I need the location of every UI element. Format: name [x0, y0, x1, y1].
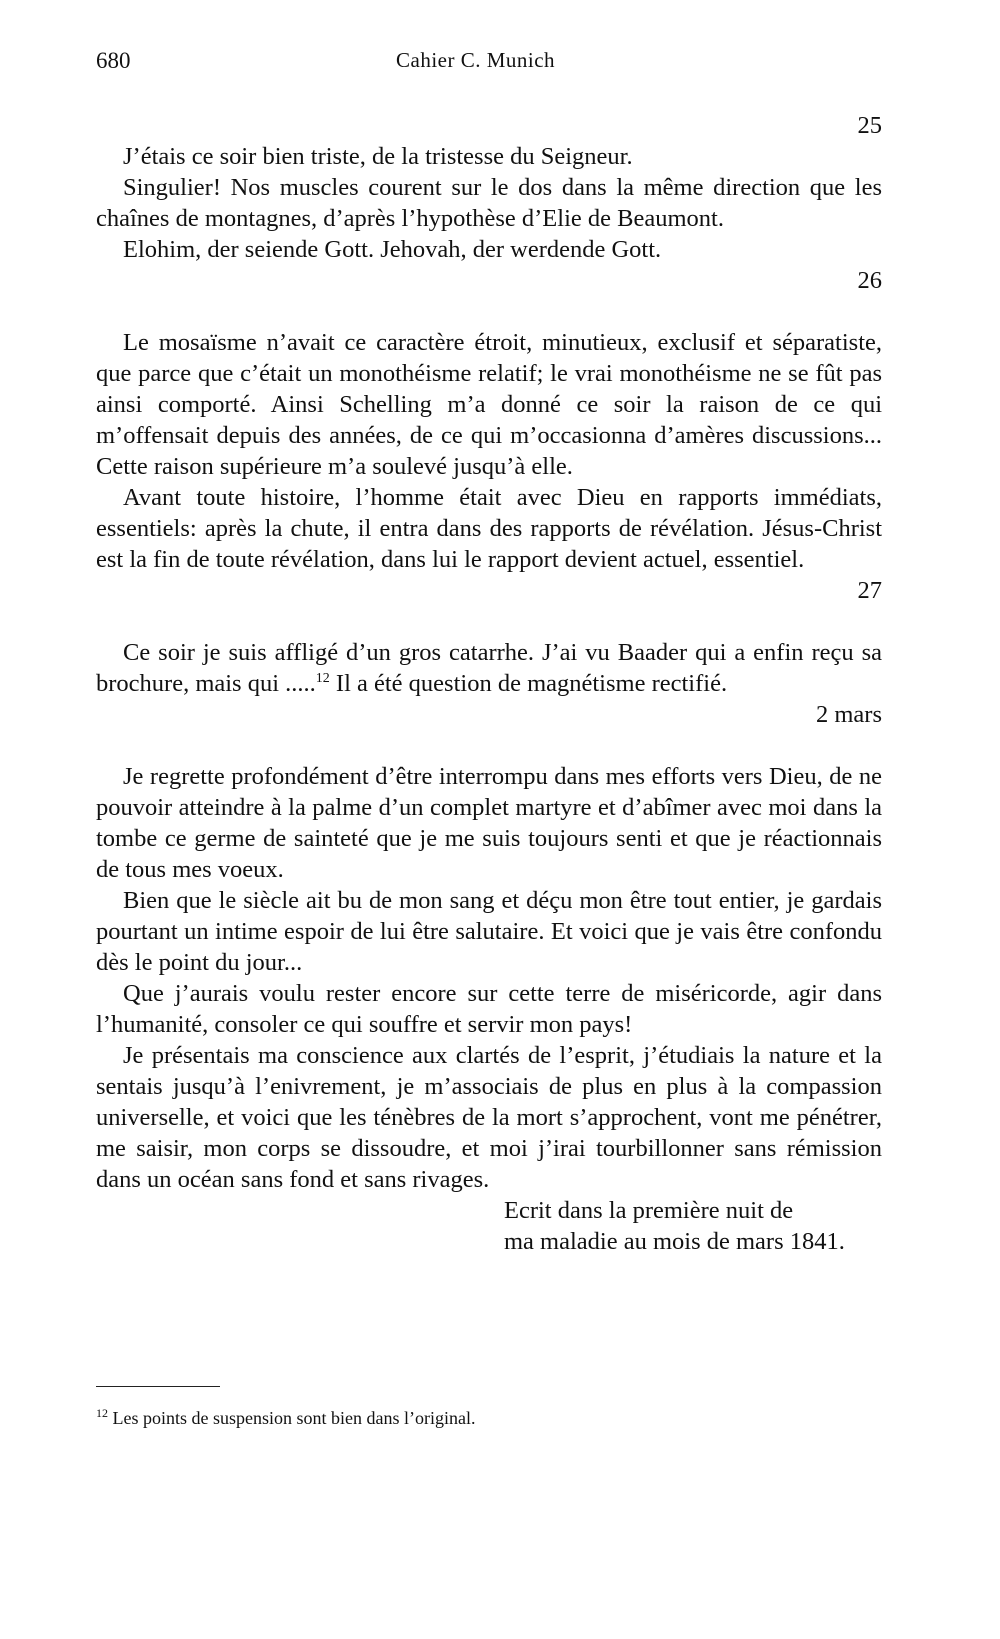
paragraph-text: Ce soir je suis affligé d’un gros catarrhe. J’ai vu Baader qui a enfin reçu sa brochure, mais qui .....	[96, 639, 882, 697]
entry-date: 25	[857, 112, 882, 139]
spacer	[96, 606, 882, 637]
paragraph: J’étais ce soir bien triste, de la tristesse du Seigneur.	[123, 143, 633, 170]
paragraph: Avant toute histoire, l’homme était avec Dieu en rapports immédiats, essentiels: après la chute, il entra dans des rapports de révélation. Jésus-Christ est la fin de toute révélation, dans lui le rapport devient actuel, essentiel.	[96, 484, 882, 573]
signature-line: ma maladie au mois de mars 1841.	[504, 1228, 845, 1255]
spacer	[96, 730, 882, 761]
page-number: 680	[96, 48, 131, 73]
paragraph: Elohim, der seiende Gott. Jehovah, der werdende Gott.	[123, 236, 662, 263]
paragraph: Je regrette profondément d’être interrompu dans mes efforts vers Dieu, de ne pouvoir atteindre à la palme d’un complet martyre et d’abîmer avec moi dans la tombe ce germe de sainteté que je me suis toujours senti et que je réactionnais de tous mes voeux.	[96, 763, 882, 883]
paragraph: Singulier! Nos muscles courent sur le dos dans la même direction que les chaînes de montagnes, d’après l’hypothèse d’Elie de Beaumont.	[96, 174, 882, 232]
spacer	[96, 296, 882, 327]
entry-date: 26	[857, 267, 882, 294]
paragraph: Je présentais ma conscience aux clartés de l’esprit, j’étudiais la nature et la sentais jusqu’à l’enivrement, je m’associais de plus en plus à la compassion universelle, et voici que les ténèbres de la mort s’approchent, vont me pénétrer, me saisir, mon corps se dissoudre, et moi j’irai tourbillonner sans rémission dans un océan sans fond et sans rivages.	[96, 1042, 882, 1193]
footnote-text: Les points de suspension sont bien dans l’original.	[108, 1408, 476, 1428]
entry-date: 2 mars	[816, 701, 882, 728]
signature-line: Ecrit dans la première nuit de	[504, 1197, 794, 1224]
paragraph: Que j’aurais voulu rester encore sur cette terre de miséricorde, agir dans l’humanité, consoler ce qui souffre et servir mon pays!	[96, 980, 882, 1038]
paragraph-text: Il a été question de magnétisme rectifié.	[329, 670, 728, 697]
footnote-reference: 12	[315, 671, 330, 686]
footnote-divider	[96, 1386, 220, 1387]
paragraph: Bien que le siècle ait bu de mon sang et déçu mon être tout entier, je gardais pourtant un intime espoir de lui être salutaire. Et voici que je vais être confondu dès le point du jour...	[96, 887, 882, 976]
footnote-number: 12	[96, 1406, 108, 1420]
diary-text	[96, 110, 882, 1257]
paragraph: Le mosaïsme n’avait ce caractère étroit, minutieux, exclusif et séparatiste, que parce que c’était un monothéisme relatif; le vrai monothéisme ne se fût pas ainsi comporté. Ainsi Schelling m’a donné ce soir la raison de ce qui m’offensait depuis des années, de ce qui m’occasionna d’amères discussions... Cette raison supérieure m’a soulevé jusqu’à elle.	[96, 329, 882, 480]
paragraph	[96, 637, 882, 699]
running-title: Cahier C. Munich	[396, 48, 556, 72]
page-header	[96, 48, 882, 80]
footnote	[96, 1406, 882, 1430]
entry-date: 27	[857, 577, 882, 604]
